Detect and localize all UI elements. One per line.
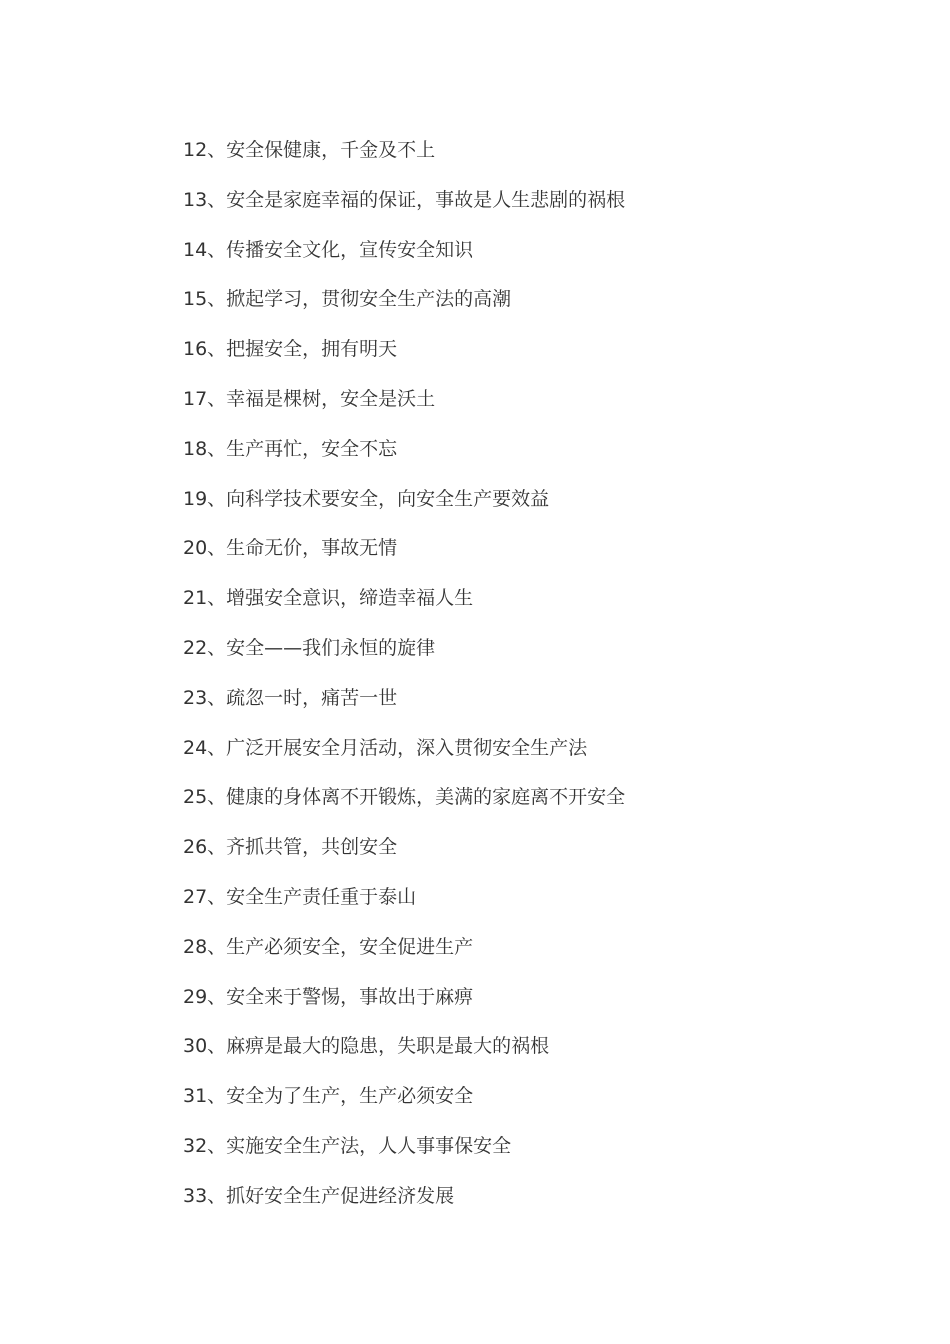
slogan-list [183,136,625,1232]
list-item: 22、安全——我们永恒的旋律 [183,636,436,659]
list-item: 25、健康的身体离不开锻炼，美满的家庭离不开安全 [183,786,626,809]
list-item: 27、安全生产责任重于泰山 [183,885,417,908]
list-item: 15、掀起学习，贯彻安全生产法的高潮 [183,288,512,311]
list-item: 17、幸福是棵树，安全是沃土 [183,387,436,410]
list-item: 16、把握安全，拥有明天 [183,338,398,361]
list-item: 12、安全保健康，千金及不上 [183,139,436,161]
list-item: 21、增强安全意识，缔造幸福人生 [183,587,474,610]
list-item: 20、生命无价，事故无情 [183,537,398,560]
list-item: 23、疏忽一时，痛苦一世 [183,686,398,709]
list-item: 19、向科学技术要安全，向安全生产要效益 [183,487,550,510]
list-item: 28、生产必须安全，安全促进生产 [183,935,474,958]
list-item: 26、齐抓共管，共创安全 [183,836,398,859]
list-item: 14、传播安全文化，宣传安全知识 [183,238,474,261]
list-item: 24、广泛开展安全月活动，深入贯彻安全生产法 [183,736,588,759]
list-item: 18、生产再忙，安全不忘 [183,437,398,460]
list-item: 13、安全是家庭幸福的保证，事故是人生悲剧的祸根 [183,188,626,211]
list-item: 30、麻痹是最大的隐患，失职是最大的祸根 [183,1035,550,1058]
list-item: 31、安全为了生产，生产必须安全 [183,1085,474,1108]
list-item: 32、实施安全生产法，人人事事保安全 [183,1134,512,1157]
list-item: 29、安全来于警惕，事故出于麻痹 [183,985,474,1008]
list-item: 33、抓好安全生产促进经济发展 [183,1184,455,1207]
